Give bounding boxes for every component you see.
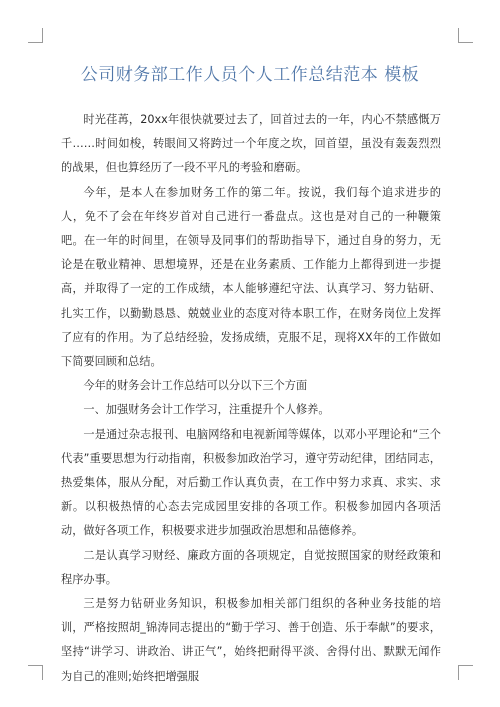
- paragraph-intro: 时光荏苒，20xx年很快就要过去了，回首过去的一年，内心不禁感慨万千……时间如梭，转眼间又将跨过一个年度之坎，回首望，虽没有轰轰烈烈的战果，但也算经历了一段不平凡的考验和磨砺。: [61, 113, 441, 175]
- crop-mark-top-right: [458, 28, 473, 43]
- paragraph-point-one: 一是通过杂志报刊、电脑网络和电视新闻等媒体，以邓小平理论和“三个代表”重要思想为行动指南，积极参加政治学习，遵守劳动纪律，团结同志，热爱集体，服从分配，对后勤工作认真负责，在工作中努力求真、求实、求新。以积极热情的心态去完成园里安排的各项工作。积极参加园内各项活动，做好各项工作，积极要求进步加强政治思想和品德修养。: [61, 427, 441, 538]
- crop-mark-bottom-right: [458, 665, 473, 680]
- document-body: [61, 108, 441, 689]
- document-title: 公司财务部工作人员个人工作总结范本 模板: [80, 65, 420, 85]
- paragraph-point-two: 二是认真学习财经、廉政方面的各项规定，自觉按照国家的财经政策和程序办事。: [61, 548, 441, 586]
- crop-mark-top-left: [28, 28, 43, 43]
- paragraph-point-three: 三是努力钻研业务知识，积极参加相关部门组织的各种业务技能的培训，严格按照胡_锦涛同志提出的“勤于学习、善于创造、乐于奉献”的要求，坚持“讲学习、讲政治、讲正气”，始终把耐得平淡、舍得付出、默默无闻作为自己的准则;始终把增强服: [61, 597, 441, 683]
- section-heading-one: 一、加强财务会计工作学习，注重提升个人修养。: [83, 403, 330, 417]
- paragraph-overview: 今年，是本人在参加财务工作的第二年。按说，我们每个追求进步的人，免不了会在年终岁首对自己进行一番盘点。这也是对自己的一种鞭策吧。在一年的时间里，在领导及同事们的帮助指导下，通过自身的努力，无论是在敬业精神、思想境界，还是在业务素质、工作能力上都得到进一步提高，并取得了一定的工作成绩，本人能够遵纪守法、认真学习、努力钻研、扎实工作，以勤勤恳恳、兢兢业业的态度对待本职工作，在财务岗位上发挥了应有的作用。为了总结经验，发扬成绩，克服不足，现将XX年的工作做如下简要回顾和总结。: [61, 185, 441, 369]
- crop-mark-bottom-left: [28, 665, 43, 680]
- paragraph-summary-lead: 今年的财务会计工作总结可以分以下三个方面: [83, 379, 308, 393]
